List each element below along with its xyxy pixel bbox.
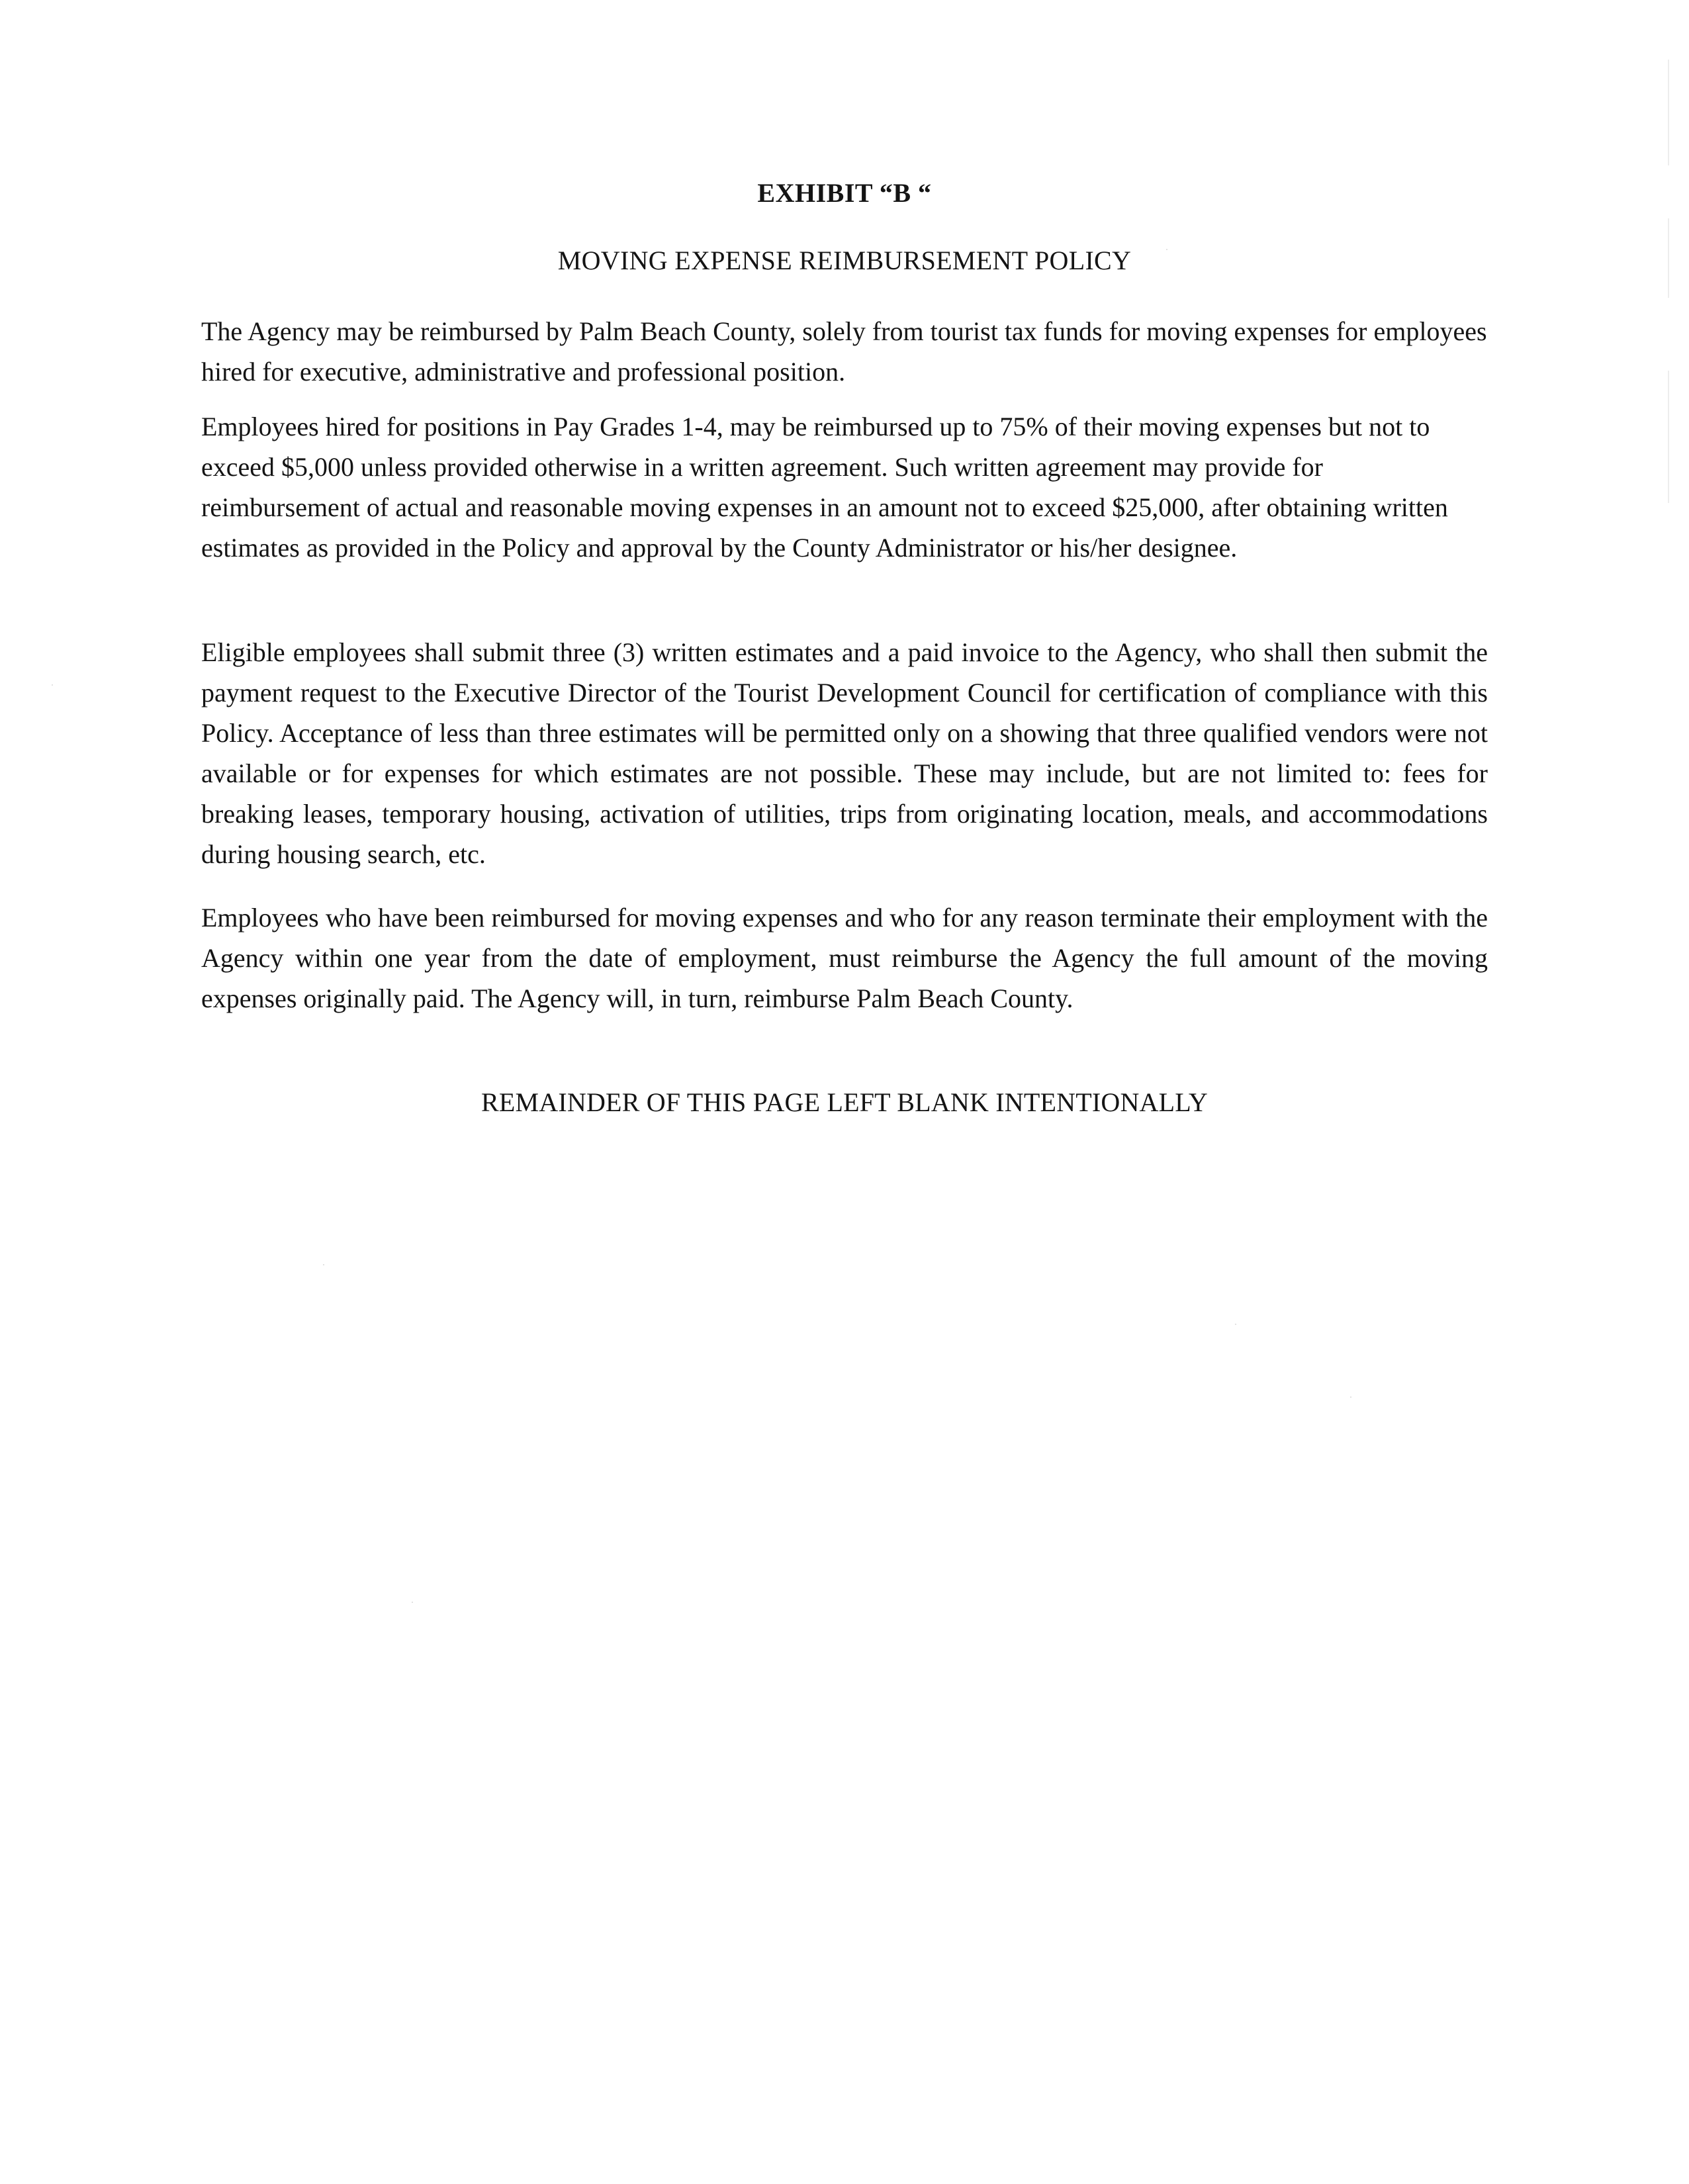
scan-speck [412,1602,413,1603]
scan-speck [323,1264,324,1265]
paragraph-estimates: Eligible employees shall submit three (3) written estimates and a paid invoice to the Agency, who shall then submit the payment request to the Executive Director of the Tourist Development Council for certification of compliance with this Policy. Acceptance of less than three estimates will be permitted only on a showing that three qualified vendors were not available or for expenses for which estimates are not possible. These may include, but are not limited to: fees for breaking leases, temporary housing, activation of utilities, trips from originating location, meals, and accommodations during housing search, etc. [201,637,1488,869]
scan-speck [1235,1324,1236,1325]
paragraph-repayment: Employees who have been reimbursed for moving expenses and who for any reason terminate their employment with the Agency within one year from the date of employment, must reimburse the Agency the full amount of the moving expenses originally paid. The Agency will, in turn, reimburse Palm Beach County. [201,903,1488,1013]
scan-speck [1350,1396,1351,1398]
policy-title: MOVING EXPENSE REIMBURSEMENT POLICY [557,246,1132,275]
exhibit-heading: EXHIBIT “B “ [757,178,932,208]
scan-speck [1166,249,1167,250]
scan-speck [52,684,53,686]
scan-artifact [1668,218,1669,298]
paragraph-pay-grades: Employees hired for positions in Pay Grades 1-4, may be reimbursed up to 75% of their moving expenses but not to exceed $5,000 unless provided otherwise in a written agreement. Such written agreement may provide for reimbursement of actual and reasonable moving expenses in an amount not to exceed $25,000, after obtaining written estimates as provided in the Policy and approval by the County Administrator or his/her designee. [201,412,1448,563]
scan-artifact [1668,371,1669,503]
closing-notice: REMAINDER OF THIS PAGE LEFT BLANK INTENTIONALLY [481,1087,1208,1117]
paragraph-funding-source: The Agency may be reimbursed by Palm Beach County, solely from tourist tax funds for moving expenses for employees hired for executive, administrative and professional position. [201,316,1487,387]
scan-artifact [1668,60,1669,165]
